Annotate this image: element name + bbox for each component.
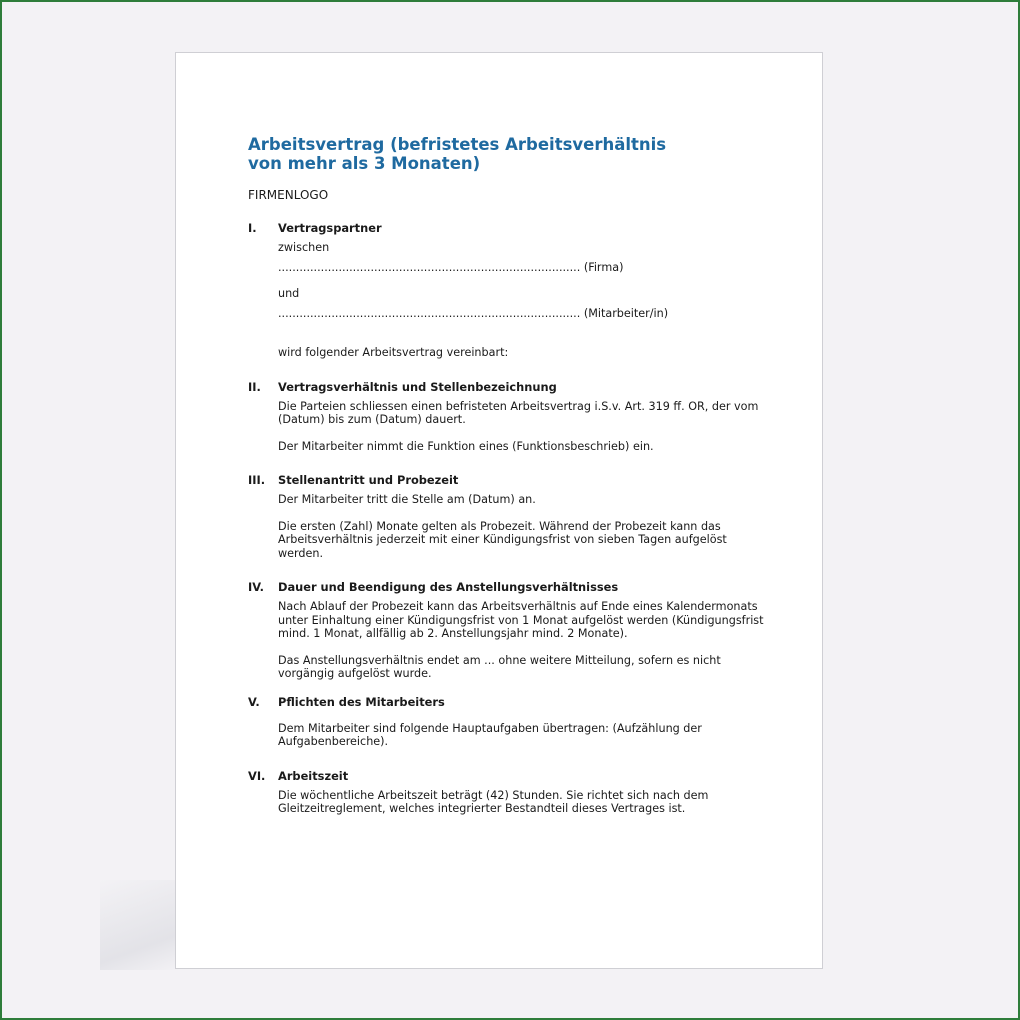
section-stellenantritt xyxy=(248,473,768,560)
section-title: Stellenantritt und Probezeit xyxy=(278,473,459,487)
section-vertragspartner xyxy=(248,221,768,360)
section-title: Vertragsverhältnis und Stellenbezeichnung xyxy=(278,379,557,394)
document-page xyxy=(175,52,823,969)
section-body xyxy=(278,789,768,816)
section-arbeitszeit xyxy=(248,769,768,816)
paragraph: Die ersten (Zahl) Monate gelten als Probezeit. Während der Probezeit kann das Arbeitsverhältnis jederzeit mit einer Kündigungsfrist von sieben Tagen aufgelöst werden. xyxy=(278,519,727,560)
section-heading xyxy=(248,695,768,710)
paragraph: Das Anstellungsverhältnis endet am ... ohne weitere Mitteilung, sofern es nicht vorgängig aufgelöst wurde. xyxy=(278,653,721,680)
section-title: Vertragspartner xyxy=(278,221,382,235)
section-body xyxy=(278,241,768,360)
employee-fill-line: ..................................................................................... (Mitarbeiter/in) xyxy=(278,306,669,320)
section-heading xyxy=(248,380,768,395)
paragraph: Die Parteien schliessen einen befristeten Arbeitsvertrag i.S.v. Art. 319 ff. OR, der vom (Datum) bis zum (Datum) dauert. xyxy=(278,399,759,426)
section-number: II. xyxy=(248,379,261,394)
paragraph: zwischen xyxy=(278,241,330,254)
title-line-1: Arbeitsvertrag (befristetes Arbeitsverhältnis xyxy=(248,135,667,154)
company-logo-placeholder: FIRMENLOGO xyxy=(248,188,329,202)
section-heading xyxy=(248,580,768,595)
document-content xyxy=(248,135,768,816)
paragraph: Die wöchentliche Arbeitszeit beträgt (42) Stunden. Sie richtet sich nach dem Gleitzeitreglement, welches integrierter Bestandteil dieses Vertrages ist. xyxy=(278,788,709,815)
company-fill-line: ..................................................................................... (Firma) xyxy=(278,260,624,274)
section-number: III. xyxy=(248,473,266,487)
section-pflichten xyxy=(248,695,768,749)
document-title xyxy=(248,135,768,173)
paragraph: wird folgender Arbeitsvertrag vereinbart: xyxy=(278,346,509,359)
section-heading xyxy=(248,473,768,488)
section-heading xyxy=(248,769,768,784)
section-title: Arbeitszeit xyxy=(278,768,349,783)
section-title: Dauer und Beendigung des Anstellungsverhältnisses xyxy=(278,580,619,594)
page-shadow xyxy=(100,880,180,970)
section-vertragsverhaeltnis xyxy=(248,380,768,454)
section-body xyxy=(278,722,768,749)
section-heading xyxy=(248,221,768,236)
title-line-2: von mehr als 3 Monaten) xyxy=(248,154,481,173)
section-body xyxy=(278,493,768,560)
section-number: VI. xyxy=(248,768,266,783)
section-number: IV. xyxy=(248,580,264,594)
paragraph: Dem Mitarbeiter sind folgende Hauptaufgaben übertragen: (Aufzählung der Aufgabenbereiche). xyxy=(278,721,702,748)
section-title: Pflichten des Mitarbeiters xyxy=(278,694,445,709)
paragraph: Der Mitarbeiter nimmt die Funktion eines (Funktionsbeschrieb) ein. xyxy=(278,439,654,453)
section-dauer-beendigung xyxy=(248,580,768,681)
section-number: I. xyxy=(248,221,257,235)
section-body xyxy=(278,600,768,681)
paragraph: Der Mitarbeiter tritt die Stelle am (Datum) an. xyxy=(278,493,536,506)
paragraph: und xyxy=(278,287,300,300)
section-body xyxy=(278,400,768,454)
section-number: V. xyxy=(248,694,260,709)
paragraph: Nach Ablauf der Probezeit kann das Arbeitsverhältnis auf Ende eines Kalendermonats unter Einhaltung einer Kündigungsfrist von 1 Monat aufgelöst werden (Kündigungsfrist mind. 1 Monat, allfällig ab 2. Anstellungsjahr mind. 2 Monate). xyxy=(278,600,764,640)
